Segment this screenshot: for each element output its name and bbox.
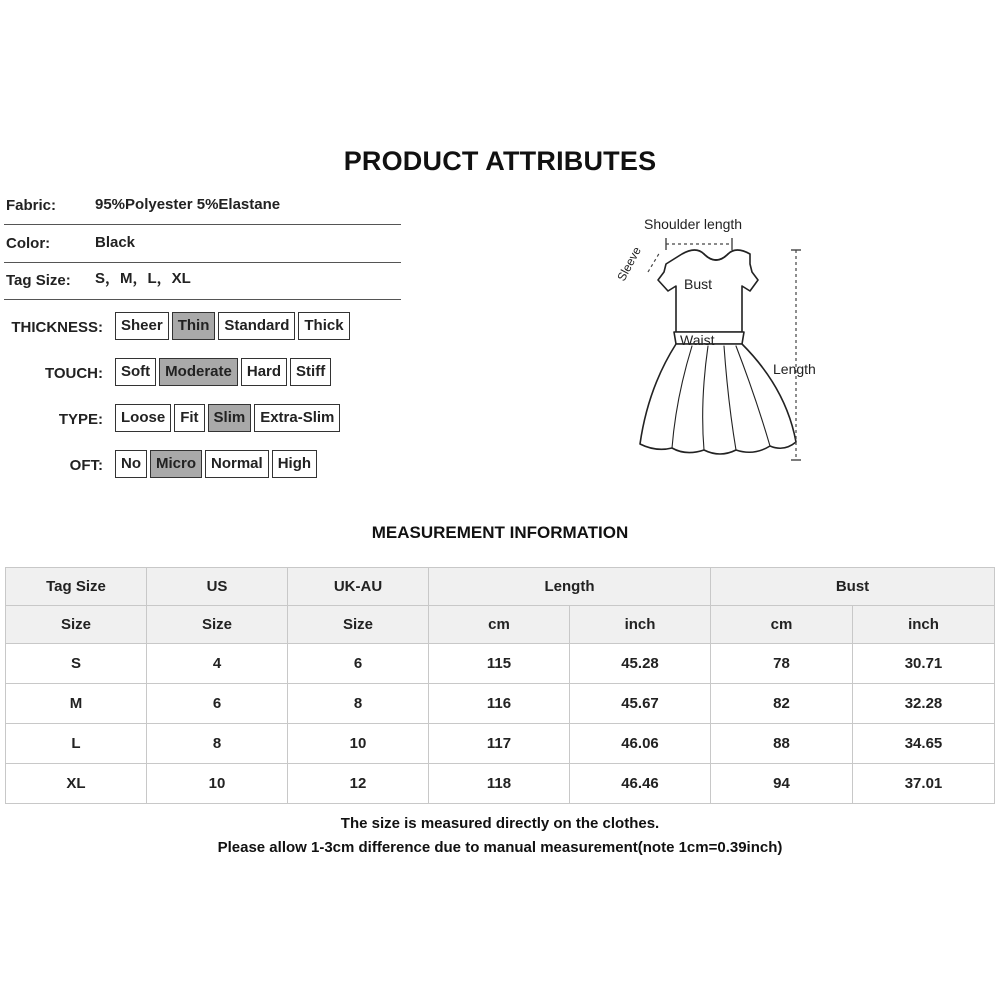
subheader-cell: Size (6, 606, 147, 644)
table-cell: 10 (147, 764, 288, 804)
table-cell: L (6, 724, 147, 764)
option-slim: Slim (208, 404, 252, 432)
type-options (115, 404, 340, 432)
subheader-cell: Size (147, 606, 288, 644)
table-subheader-row (6, 606, 995, 644)
table-cell: 45.28 (570, 644, 711, 684)
table-cell: 46.06 (570, 724, 711, 764)
table-cell: 117 (429, 724, 570, 764)
table-row (6, 644, 995, 684)
bust-label: Bust (684, 276, 713, 292)
color-value: Black (95, 234, 136, 251)
color-label: Color: (6, 235, 51, 252)
table-cell: 6 (288, 644, 429, 684)
waist-label: Waist (680, 332, 715, 348)
header-cell-bust: Bust (711, 568, 995, 606)
table-header-row (6, 568, 995, 606)
option-extra-slim: Extra-Slim (254, 404, 340, 432)
table-cell: 6 (147, 684, 288, 724)
thickness-label: THICKNESS: (11, 319, 103, 336)
table-cell: 94 (711, 764, 853, 804)
table-cell: 32.28 (853, 684, 995, 724)
option-row-type (0, 404, 400, 434)
header-cell: US (147, 568, 288, 606)
table-cell: M (6, 684, 147, 724)
option-row-oft (0, 450, 400, 480)
table-cell: 118 (429, 764, 570, 804)
option-row-touch (0, 358, 400, 388)
table-cell: 78 (711, 644, 853, 684)
attr-row-fabric (4, 188, 401, 225)
table-cell: 30.71 (853, 644, 995, 684)
option-row-thickness (0, 312, 400, 342)
header-cell: Tag Size (6, 568, 147, 606)
fabric-label: Fabric: (6, 197, 57, 214)
option-no: No (115, 450, 147, 478)
option-thick: Thick (298, 312, 349, 340)
subheader-cell: inch (570, 606, 711, 644)
table-cell: 115 (429, 644, 570, 684)
table-cell: 82 (711, 684, 853, 724)
table-cell: 12 (288, 764, 429, 804)
shoulder-length-label: Shoulder length (644, 216, 743, 232)
table-cell: 8 (147, 724, 288, 764)
header-cell-length: Length (429, 568, 711, 606)
option-high: High (272, 450, 317, 478)
table-row (6, 724, 995, 764)
subheader-cell: cm (711, 606, 853, 644)
option-standard: Standard (218, 312, 295, 340)
table-cell: 8 (288, 684, 429, 724)
table-row (6, 764, 995, 804)
subheader-cell: cm (429, 606, 570, 644)
option-moderate: Moderate (159, 358, 238, 386)
table-cell: 45.67 (570, 684, 711, 724)
table-cell: 88 (711, 724, 853, 764)
option-stiff: Stiff (290, 358, 331, 386)
table-row (6, 684, 995, 724)
table-cell: 37.01 (853, 764, 995, 804)
measurement-title: MEASUREMENT INFORMATION (371, 523, 629, 542)
header-cell: UK-AU (288, 568, 429, 606)
sleeve-label: Sleeve (614, 244, 644, 284)
type-label: TYPE: (58, 411, 103, 428)
note-line-2: Please allow 1-3cm difference due to manual measurement(note 1cm=0.39inch) (217, 839, 783, 856)
table-cell: XL (6, 764, 147, 804)
option-loose: Loose (115, 404, 171, 432)
table-cell: S (6, 644, 147, 684)
oft-options (115, 450, 317, 478)
option-hard: Hard (241, 358, 287, 386)
dress-measurement-diagram (600, 208, 840, 478)
option-sheer: Sheer (115, 312, 169, 340)
page-title: PRODUCT ATTRIBUTES (343, 146, 657, 176)
option-thin: Thin (172, 312, 216, 340)
subheader-cell: Size (288, 606, 429, 644)
option-normal: Normal (205, 450, 269, 478)
option-soft: Soft (115, 358, 156, 386)
touch-options (115, 358, 331, 386)
subheader-cell: inch (853, 606, 995, 644)
table-cell: 4 (147, 644, 288, 684)
measurement-table (5, 567, 995, 804)
fabric-value: 95%Polyester 5%Elastane (95, 196, 281, 213)
table-cell: 116 (429, 684, 570, 724)
table-cell: 46.46 (570, 764, 711, 804)
table-cell: 34.65 (853, 724, 995, 764)
option-fit: Fit (174, 404, 204, 432)
attr-row-tag-size (4, 263, 401, 300)
tag-size-value: S，M，L，XL (95, 270, 191, 287)
length-label: Length (773, 361, 816, 377)
tag-size-label: Tag Size: (6, 272, 71, 289)
note-line-1: The size is measured directly on the clothes. (340, 815, 660, 832)
table-cell: 10 (288, 724, 429, 764)
oft-label: OFT: (69, 457, 103, 474)
option-micro: Micro (150, 450, 202, 478)
attr-row-color (4, 226, 401, 263)
thickness-options (115, 312, 350, 340)
touch-label: TOUCH: (44, 365, 103, 382)
